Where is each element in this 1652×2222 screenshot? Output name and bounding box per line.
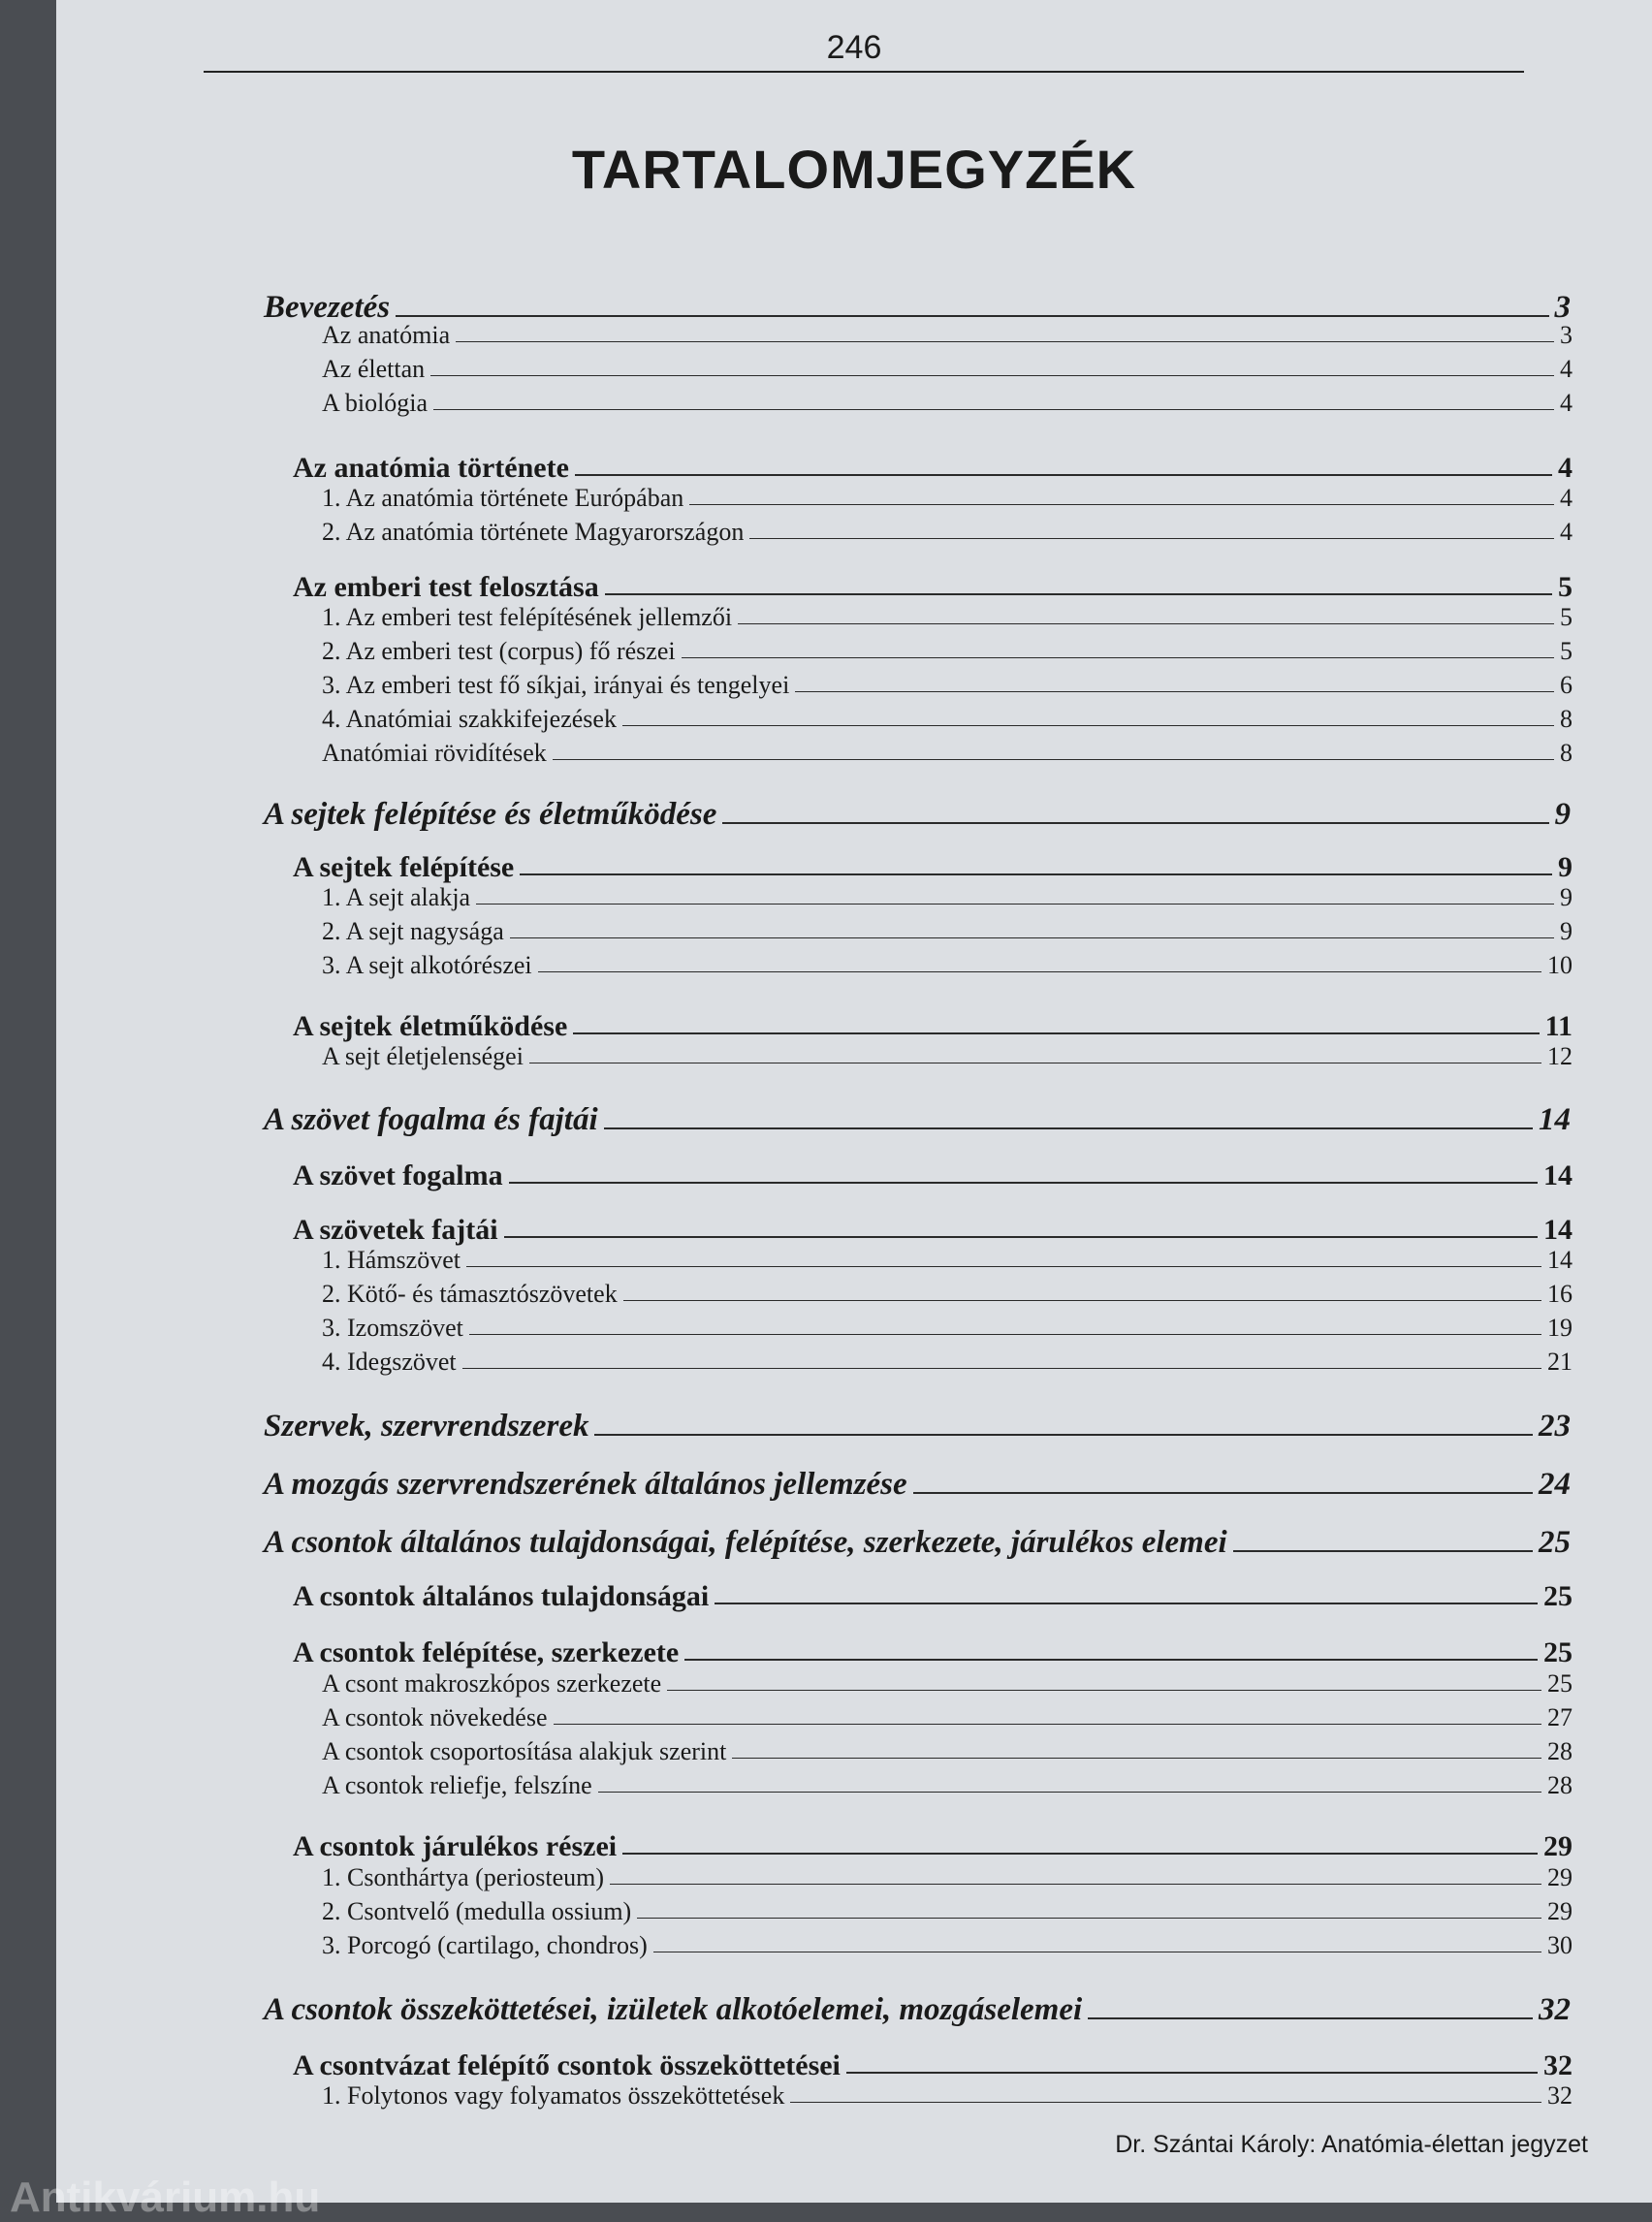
toc-entry (293, 565, 1573, 604)
toc-leader-line (790, 2102, 1541, 2103)
toc-leader-line (610, 1884, 1541, 1885)
toc-leader-line (682, 657, 1554, 658)
toc-entry-title: 3. A sejt alkotórészei (322, 951, 532, 979)
toc-leader-line (604, 1127, 1533, 1129)
toc-entry (322, 879, 1573, 912)
toc-entry (322, 735, 1573, 768)
toc-leader-line (456, 341, 1554, 342)
table-of-contents (56, 0, 1652, 2203)
toc-entry-title: A sejtek felépítése és életműködése (264, 797, 717, 832)
toc-entry-page: 8 (1560, 739, 1573, 767)
toc-leader-line (476, 904, 1554, 905)
toc-leader-line (732, 1758, 1541, 1759)
toc-entry (322, 351, 1573, 384)
toc-entry (322, 667, 1573, 700)
toc-entry-title: Az anatómia (322, 321, 451, 349)
toc-entry-title: 2. Az emberi test (corpus) fő részei (322, 637, 676, 665)
toc-entry (264, 1985, 1571, 2028)
toc-entry (322, 1893, 1573, 1926)
toc-entry-title: 4. Idegszövet (322, 1348, 457, 1376)
toc-entry-page: 9 (1560, 917, 1573, 945)
toc-leader-line (1088, 2017, 1533, 2019)
toc-entry-title: A sejtek életműködése (293, 1010, 568, 1042)
toc-entry (322, 913, 1573, 946)
toc-entry-title: A szövet fogalma (293, 1159, 503, 1191)
toc-entry-title: A sejtek felépítése (293, 851, 515, 883)
toc-leader-line (538, 971, 1541, 972)
toc-entry (322, 514, 1573, 547)
toc-entry-title: A csontok általános tulajdonságai, felépítése, szerkezete, járulékos elemei (264, 1525, 1227, 1560)
toc-entry-page: 14 (1539, 1102, 1571, 1137)
toc-entry-page: 4 (1558, 452, 1573, 484)
toc-leader-line (749, 538, 1554, 539)
toc-entry-title: A csontok növekedése (322, 1703, 548, 1731)
toc-entry (322, 599, 1573, 632)
toc-entry (322, 1310, 1573, 1343)
toc-leader-line (622, 725, 1554, 726)
toc-entry (293, 1825, 1573, 1863)
toc-entry-title: 1. Az emberi test felépítésének jellemzői (322, 603, 733, 631)
toc-entry (293, 1631, 1573, 1669)
toc-entry-title: 2. Az anatómia története Magyarországon (322, 518, 745, 546)
toc-entry-page: 5 (1560, 603, 1573, 631)
toc-entry-title: 2. A sejt nagysága (322, 917, 504, 945)
toc-entry-title: 2. Csontvelő (medulla ossium) (322, 1897, 632, 1925)
toc-leader-line (722, 822, 1548, 824)
toc-entry-title: 4. Anatómiai szakkifejezések (322, 705, 617, 733)
toc-entry (322, 1767, 1573, 1800)
toc-entry (264, 1402, 1571, 1444)
toc-entry-title: Az élettan (322, 355, 426, 383)
toc-entry (293, 1154, 1573, 1192)
toc-entry-title: A csontok általános tulajdonságai (293, 1580, 710, 1612)
toc-entry-page: 11 (1544, 1010, 1573, 1042)
toc-entry (322, 1733, 1573, 1766)
toc-entry-page: 14 (1543, 1159, 1573, 1191)
toc-entry-title: A csontvázat felépítő csontok összeköttetései (293, 2049, 841, 2081)
toc-entry-page: 4 (1560, 355, 1573, 383)
toc-entry-title: 3. Az emberi test fő síkjai, irányai és tengelyei (322, 671, 790, 699)
toc-entry-page: 8 (1560, 705, 1573, 733)
toc-leader-line (510, 937, 1554, 938)
toc-entry-title: 3. Porcogó (cartilago, chondros) (322, 1931, 648, 1959)
toc-leader-line (913, 1492, 1533, 1494)
toc-entry (293, 1004, 1573, 1043)
toc-entry-title: A csont makroszkópos szerkezete (322, 1669, 662, 1698)
toc-entry (293, 446, 1573, 485)
page-title: TARTALOMJEGYZÉK (571, 139, 1137, 200)
toc-entry-page: 32 (1547, 2081, 1573, 2110)
toc-entry-title: Az anatómia története (293, 452, 569, 484)
toc-entry-page: 29 (1547, 1863, 1573, 1891)
toc-entry (293, 2044, 1573, 2082)
toc-entry-page: 28 (1547, 1737, 1573, 1765)
toc-leader-line (553, 759, 1554, 760)
toc-leader-line (520, 873, 1552, 875)
page-number: 246 (826, 29, 882, 66)
toc-entry-title: A biológia (322, 389, 429, 417)
toc-entry-page: 32 (1539, 1992, 1571, 2027)
toc-entry (264, 1518, 1571, 1561)
toc-entry-page: 14 (1547, 1246, 1573, 1274)
toc-entry-page: 9 (1558, 851, 1573, 883)
toc-entry-title: 1. Csonthártya (periosteum) (322, 1863, 604, 1891)
toc-entry (322, 1038, 1573, 1071)
toc-entry (264, 790, 1571, 833)
toc-leader-line (598, 1792, 1541, 1793)
document-page (56, 0, 1652, 2203)
toc-entry-page: 24 (1539, 1467, 1571, 1502)
toc-entry-title: A csontok járulékos részei (293, 1830, 618, 1862)
toc-entry (322, 1666, 1573, 1698)
toc-leader-line (605, 593, 1552, 595)
toc-entry-title: 3. Izomszövet (322, 1314, 463, 1342)
toc-leader-line (1233, 1550, 1533, 1552)
toc-entry-page: 4 (1560, 484, 1573, 512)
toc-entry-title: 1. A sejt alakja (322, 883, 471, 911)
toc-entry-title: A csontok csoportosítása alakjuk szerint (322, 1737, 727, 1765)
toc-leader-line (430, 375, 1554, 376)
toc-entry (293, 845, 1573, 884)
toc-leader-line (637, 1918, 1541, 1919)
toc-entry (322, 385, 1573, 418)
toc-entry (322, 317, 1573, 350)
toc-entry-page: 3 (1554, 290, 1571, 325)
toc-entry-page: 16 (1547, 1280, 1573, 1308)
toc-entry-page: 30 (1547, 1931, 1573, 1959)
toc-entry (322, 1242, 1573, 1275)
footer-citation: Dr. Szántai Károly: Anatómia-élettan jegyzet (1115, 2131, 1588, 2158)
toc-leader-line (594, 1434, 1533, 1436)
toc-entry (322, 1276, 1573, 1309)
toc-entry-title: A csontok reliefje, felszíne (322, 1771, 592, 1799)
toc-entry-page: 5 (1558, 571, 1573, 603)
toc-leader-line (466, 1266, 1541, 1267)
toc-entry (322, 701, 1573, 734)
toc-leader-line (575, 474, 1552, 476)
toc-entry-page: 25 (1539, 1525, 1571, 1560)
toc-leader-line (684, 1659, 1538, 1661)
toc-leader-line (554, 1724, 1541, 1725)
toc-entry-page: 9 (1554, 797, 1571, 832)
toc-entry-page: 14 (1543, 1214, 1573, 1246)
toc-entry-title: A csontok felépítése, szerkezete (293, 1636, 680, 1668)
toc-entry-page: 5 (1560, 637, 1573, 665)
toc-entry-title: Szervek, szervrendszerek (264, 1409, 589, 1444)
toc-entry-title: 1. Az anatómia története Európában (322, 484, 684, 512)
toc-entry-page: 21 (1547, 1348, 1573, 1376)
toc-leader-line (509, 1182, 1538, 1184)
toc-entry-title: A sejt életjelenségei (322, 1042, 524, 1070)
toc-leader-line (462, 1368, 1541, 1369)
toc-entry-page: 9 (1560, 883, 1573, 911)
toc-entry-page: 25 (1547, 1669, 1573, 1698)
toc-entry-page: 6 (1560, 671, 1573, 699)
toc-entry-page: 3 (1560, 321, 1573, 349)
toc-leader-line (573, 1032, 1539, 1034)
toc-entry (322, 480, 1573, 513)
toc-entry-page: 4 (1560, 389, 1573, 417)
toc-entry (264, 1095, 1571, 1138)
toc-entry-page: 19 (1547, 1314, 1573, 1342)
toc-entry (322, 2078, 1573, 2111)
toc-leader-line (795, 691, 1554, 692)
toc-entry-page: 27 (1547, 1703, 1573, 1731)
toc-entry-page: 29 (1543, 1830, 1573, 1862)
toc-entry-page: 4 (1560, 518, 1573, 546)
toc-entry (293, 1208, 1573, 1247)
toc-leader-line (622, 1853, 1538, 1855)
toc-entry (293, 1574, 1573, 1613)
toc-entry-title: Bevezetés (264, 290, 391, 325)
toc-entry (322, 633, 1573, 666)
toc-entry (322, 1927, 1573, 1960)
toc-leader-line (738, 623, 1554, 624)
toc-entry-page: 32 (1543, 2049, 1573, 2081)
toc-entry-title: A csontok összeköttetései, izületek alkotóelemei, mozgáselemei (264, 1992, 1083, 2027)
toc-entry-page: 25 (1543, 1580, 1573, 1612)
toc-entry-title: Az emberi test felosztása (293, 571, 599, 603)
toc-entry-page: 12 (1547, 1042, 1573, 1070)
toc-leader-line (715, 1603, 1538, 1604)
toc-entry-title: Anatómiai rövidítések (322, 739, 547, 767)
toc-leader-line (623, 1300, 1541, 1301)
toc-entry-page: 28 (1547, 1771, 1573, 1799)
toc-entry (322, 1699, 1573, 1732)
toc-entry-title: 1. Folytonos vagy folyamatos összeköttetések (322, 2081, 785, 2110)
toc-entry-title: A mozgás szervrendszerének általános jellemzése (264, 1467, 907, 1502)
toc-entry (322, 1859, 1573, 1892)
toc-leader-line (504, 1236, 1538, 1238)
toc-entry (322, 1344, 1573, 1377)
toc-leader-line (846, 2072, 1538, 2074)
toc-entry-page: 29 (1547, 1897, 1573, 1925)
toc-entry-title: A szövetek fajtái (293, 1214, 498, 1246)
toc-entry-page: 10 (1547, 951, 1573, 979)
toc-leader-line (469, 1334, 1541, 1335)
toc-leader-line (433, 409, 1554, 410)
toc-entry-title: 1. Hámszövet (322, 1246, 461, 1274)
toc-entry-page: 25 (1543, 1636, 1573, 1668)
toc-entry-page: 23 (1539, 1409, 1571, 1444)
toc-entry (322, 947, 1573, 980)
toc-entry (264, 1460, 1571, 1503)
watermark: Antikvárium.hu (10, 2174, 321, 2221)
toc-entry-title: 2. Kötő- és támasztószövetek (322, 1280, 618, 1308)
toc-leader-line (689, 504, 1554, 505)
toc-leader-line (667, 1690, 1541, 1691)
toc-entry-title: A szövet fogalma és fajtái (264, 1102, 598, 1137)
